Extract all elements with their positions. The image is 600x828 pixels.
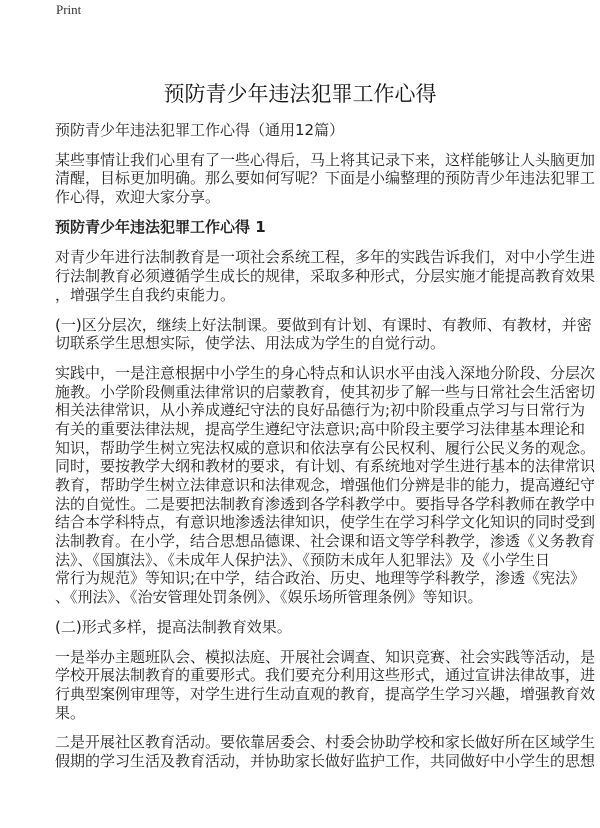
text-line: ，增强学生自我约束能力。 [55, 285, 236, 304]
text-line: 、《刑法》、《治安管理处罚条例》、《娱乐场所管理条例》等知识。 [55, 588, 483, 607]
text-line: 结合本学科特点，有意识地渗透法律知识，使学生在学习科学文化知识的同时受到 [55, 513, 596, 532]
text-line: 学校开展法制教育的重要形式。我们要充分利用这些形式，通过宣讲法律故事，进 [55, 666, 596, 685]
paragraph [55, 733, 596, 770]
text-line: 行典型案例审理等，对学生进行生动直观的教育，提高学生学习兴趣，增强教育效 [55, 684, 596, 703]
text-line: 法的自觉性。二是要把法制教育渗透到各学科教学中。要指导各学科教师在教学中 [55, 494, 596, 513]
text-line: 施教。小学阶段侧重法律常识的启蒙教育，使其初步了解一些与日常社会生活密切 [55, 382, 596, 401]
text-line: 对青少年进行法制教育是一项社会系统工程，多年的实践告诉我们，对中小学生进 [55, 248, 596, 267]
text-line: (一)区分层次，继续上好法制课。要做到有计划、有课时、有教师、有教材，并密 [55, 315, 592, 334]
text-line: 作心得，欢迎大家分享。 [55, 188, 221, 207]
print-link[interactable]: Print [56, 2, 82, 17]
paragraph [55, 248, 596, 304]
text-line: 假期的学习生活及教育活动，并协助家长做好监护工作，共同做好中小学生的思想 [55, 751, 596, 770]
paragraph [55, 121, 547, 140]
text-line: 有关的重要法律法规，提高学生遵纪守法意识;高中阶段主要学习法律基本理论和 [55, 419, 586, 438]
paragraph [55, 363, 596, 607]
text-line: 清醒，目标更加明确。那么要如何写呢？下面是小编整理的预防青少年违法犯罪工 [55, 169, 596, 188]
text-line: 相关法律常识，从小养成遵纪守法的良好品德行为;初中阶段重点学习与日常行为 [55, 401, 586, 420]
text-line: 某些事情让我们心里有了一些心得后，马上将其记录下来，这样能够让人头脑更加 [55, 150, 596, 169]
paragraph [55, 315, 592, 353]
text-line: 常行为规范》等知识;在中学，结合政治、历史、地理等学科教学，渗透《宪法》 [55, 569, 586, 588]
text-line: 法制教育。在小学，结合思想品德课、社会课和语文等学科教学，渗透《义务教育 [55, 532, 596, 551]
document-body [55, 121, 596, 782]
text-line: 一是举办主题班队会、模拟法庭、开展社会调查、知识竞赛、社会实践等活动，是 [55, 647, 596, 666]
text-line: 法》、《国旗法》、《未成年人保护法》、《预防未成年人犯罪法》及《小学生日 [55, 550, 551, 569]
text-line: 预防青少年违法犯罪工作心得（通用12篇） [55, 121, 345, 139]
paragraph [55, 618, 547, 637]
text-line: 同时，要按教学大纲和教材的要求，有计划、有系统地对学生进行基本的法律常识 [55, 457, 596, 476]
text-line: 二是开展社区教育活动。要依靠居委会、村委会协助学校和家长做好所在区域学生 [55, 733, 596, 752]
text-line: 果。 [55, 703, 86, 722]
text-line: 知识，帮助学生树立宪法权威的意识和依法享有公民权利、履行公民义务的观念。 [55, 438, 596, 457]
text-line: 行法制教育必须遵循学生成长的规律，采取多种形式，分层实施才能提高教育效果 [55, 267, 596, 286]
text-line: 教育，帮助学生树立法律意识和法律观念，增强他们分辨是非的能力，提高遵纪守 [55, 476, 596, 494]
paragraph [55, 150, 596, 207]
text-line: 实践中，一是注意根据中小学生的身心特点和认识水平由浅入深地分阶段、分层次 [55, 363, 596, 382]
text-line: 预防青少年违法犯罪工作心得 1 [55, 217, 266, 236]
text-line: 切联系学生思想实际，使学法、用法成为学生的自觉行动。 [55, 334, 446, 353]
section-heading [55, 218, 547, 237]
text-line: (二)形式多样，提高法制教育效果。 [55, 617, 292, 636]
document-title: 预防青少年违法犯罪工作心得 [163, 82, 437, 106]
paragraph [55, 647, 596, 723]
